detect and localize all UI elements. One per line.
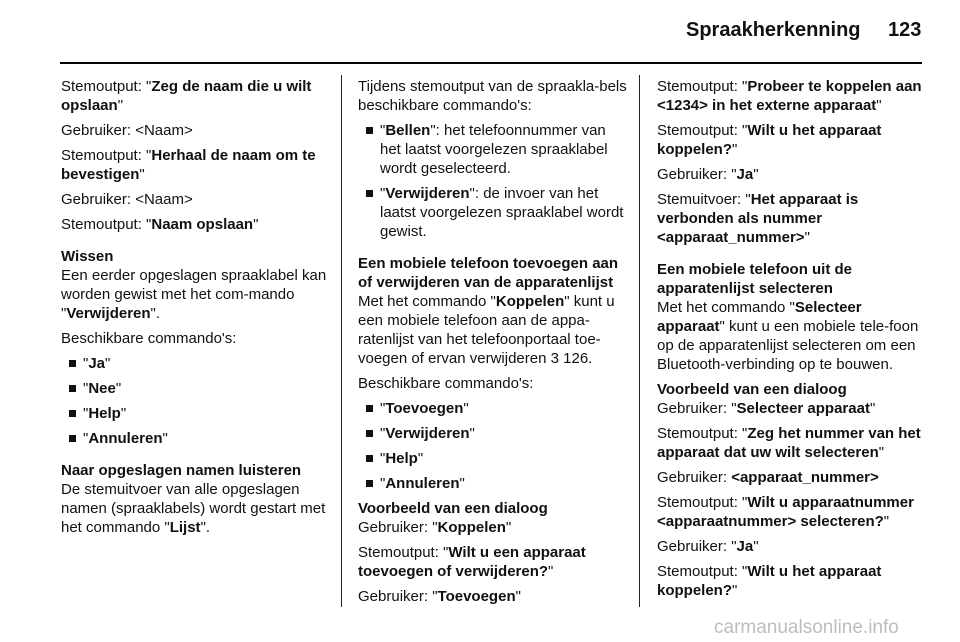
paragraph: Stemoutput: "Wilt u apparaatnummer <apparaatnummer> selecteren?" bbox=[657, 494, 914, 530]
list-item: "Bellen": het telefoonnummer van het laatst voorgelezen spraaklabel wordt geselecteerd. bbox=[358, 121, 628, 178]
list-item: "Nee" bbox=[61, 379, 331, 398]
list-item: "Help" bbox=[358, 449, 628, 468]
bullet-icon bbox=[69, 435, 76, 442]
bullet-icon bbox=[366, 190, 373, 197]
paragraph: Gebruiker: "Koppelen" bbox=[358, 519, 512, 536]
list-item: "Verwijderen": de invoer van het laatst voorgelezen spraaklabel wordt gewist. bbox=[358, 184, 628, 241]
command-list bbox=[358, 399, 628, 493]
header-rule bbox=[60, 62, 922, 64]
bullet-icon bbox=[366, 127, 373, 134]
bullet-icon bbox=[366, 480, 373, 487]
paragraph: Gebruiker: "Ja" bbox=[657, 538, 759, 555]
page-title: Spraakherkenning bbox=[686, 19, 861, 41]
page-ref-arrow-icon: 3 bbox=[550, 350, 559, 367]
paragraph: Stemuitvoer: "Het apparaat is verbonden als nummer <apparaat_nummer>" bbox=[657, 191, 859, 246]
paragraph: Gebruiker: "Toevoegen" bbox=[358, 588, 521, 605]
column-divider-1 bbox=[341, 75, 342, 607]
list-item: "Verwijderen" bbox=[358, 424, 628, 443]
bullet-icon bbox=[366, 405, 373, 412]
paragraph: Stemoutput: "Wilt u een apparaat toevoegen of verwijderen?" bbox=[358, 544, 586, 580]
bullet-icon bbox=[366, 430, 373, 437]
list-item: "Help" bbox=[61, 404, 331, 423]
list-item: "Ja" bbox=[61, 354, 331, 373]
bullet-icon bbox=[366, 455, 373, 462]
paragraph: Tijdens stemoutput van de spraakla-bels beschikbare commando's: bbox=[358, 78, 627, 114]
paragraph: Gebruiker: <Naam> bbox=[61, 191, 193, 208]
paragraph: Stemoutput: "Wilt u het apparaat koppelen?" bbox=[657, 122, 882, 158]
paragraph: Met het commando "Selecteer apparaat" kunt u een mobiele tele-foon op de apparatenlijst selecteren om een Bluetooth-verbinding op te bouwen. bbox=[657, 299, 919, 373]
paragraph: Met het commando "Koppelen" kunt u een mobiele telefoon aan de appa-ratenlijst van het telefoonportaal toe-voegen of ervan verwijderen 3 126. bbox=[358, 293, 615, 367]
column-divider-2 bbox=[639, 75, 640, 607]
paragraph: Een eerder opgeslagen spraaklabel kan worden gewist met het com-mando "Verwijderen". bbox=[61, 267, 327, 322]
section-heading: Voorbeeld van een dialoog bbox=[657, 381, 847, 398]
command-list bbox=[61, 354, 331, 448]
paragraph: Stemoutput: "Zeg de naam die u wilt opslaan" bbox=[61, 78, 312, 114]
paragraph: Stemoutput: "Herhaal de naam om te bevestigen" bbox=[61, 147, 316, 183]
bullet-icon bbox=[69, 385, 76, 392]
section-heading: Een mobiele telefoon toevoegen aan of verwijderen van de apparatenlijst bbox=[358, 255, 619, 291]
paragraph: Gebruiker: "Selecteer apparaat" bbox=[657, 400, 876, 417]
paragraph: Gebruiker: <apparaat_nummer> bbox=[657, 469, 879, 486]
list-item: "Annuleren" bbox=[358, 474, 628, 493]
command-list bbox=[358, 121, 628, 241]
section-heading: Naar opgeslagen namen luisteren bbox=[61, 462, 302, 479]
paragraph: Stemoutput: "Wilt u het apparaat koppelen?" bbox=[657, 563, 882, 599]
paragraph: Stemoutput: "Naam opslaan" bbox=[61, 216, 259, 233]
column-1 bbox=[61, 77, 331, 543]
bullet-icon bbox=[69, 360, 76, 367]
paragraph: Stemoutput: "Probeer te koppelen aan <1234> in het externe apparaat" bbox=[657, 78, 922, 114]
list-item: "Annuleren" bbox=[61, 429, 331, 448]
section-heading: Voorbeeld van een dialoog bbox=[358, 500, 548, 517]
list-item: "Toevoegen" bbox=[358, 399, 628, 418]
section-heading: Wissen bbox=[61, 248, 114, 265]
paragraph: Gebruiker: <Naam> bbox=[61, 122, 193, 139]
column-2 bbox=[358, 77, 628, 612]
watermark: carmanualsonline.info bbox=[714, 617, 899, 638]
bullet-icon bbox=[69, 410, 76, 417]
column-3 bbox=[657, 77, 925, 606]
paragraph: Stemoutput: "Zeg het nummer van het apparaat dat uw wilt selecteren" bbox=[657, 425, 921, 461]
paragraph: De stemuitvoer van alle opgeslagen namen (spraaklabels) wordt gestart met het commando "Lijst". bbox=[61, 481, 326, 536]
paragraph: Beschikbare commando's: bbox=[61, 330, 237, 347]
paragraph: Beschikbare commando's: bbox=[358, 375, 534, 392]
paragraph: Gebruiker: "Ja" bbox=[657, 166, 759, 183]
section-heading: Een mobiele telefoon uit de apparatenlijst selecteren bbox=[657, 261, 853, 297]
page-number: 123 bbox=[888, 19, 922, 41]
